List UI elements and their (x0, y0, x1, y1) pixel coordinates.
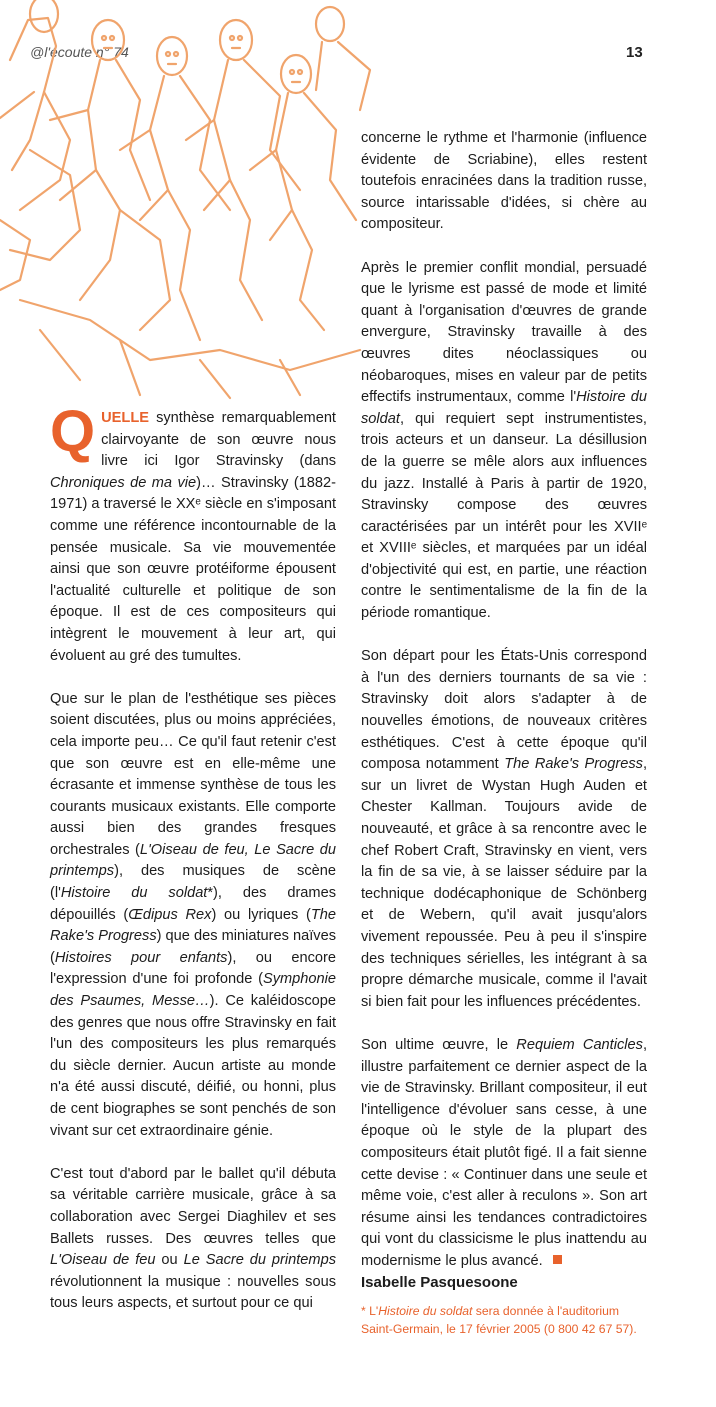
work-title: Requiem Canticles (516, 1036, 643, 1053)
work-title: L'Oiseau de feu (50, 1252, 156, 1269)
text-run: Son ultime œuvre, le (361, 1036, 517, 1053)
paragraph (50, 1164, 336, 1315)
work-title: Œdipus Rex (128, 906, 212, 923)
text-run: C'est tout d'abord par le ballet qu'il débuta sa véritable carrière musicale, grâce à sa collaboration avec Sergei Diaghilev et ses Ballets russes. Des œuvres telles que (50, 1165, 336, 1247)
work-title: Histoire du soldat (378, 1304, 473, 1319)
paragraph (361, 646, 647, 1013)
work-title: Histoire du soldat (361, 389, 647, 427)
text-run: ) que des miniatures naïves ( (50, 928, 336, 966)
page-number: 13 (626, 44, 643, 61)
text-run: , qui requiert sept instrumentistes, trois acteurs et un danseur. La désillusion de la guerre se mêle alors aux influences du jazz. Installé à Paris à partir de 1920, Stravinsky compose des œuvres caractérisées par un intérêt pour les XVIIᵉ et XVIIIᵉ siècles, et marquées par un idéal d'objectivité qui est, en partie, une réaction contre le sentimentalisme de la fin de la période romantique. (361, 410, 647, 622)
text-run: Après le premier conflit mondial, persuadé que le lyrisme est passé de mode et limité quant à l'organisation d'œuvres de grande envergure, Stravinsky travaille à des œuvres dites néoclassiques ou néobaroques, mises en valeur par de petits effectifs instrumentaux, comme l' (361, 259, 647, 406)
paragraph (361, 258, 647, 625)
publication-header: @l'écoute n° 74 (30, 44, 129, 60)
footnote (361, 1302, 647, 1338)
intro-paragraph (50, 399, 337, 667)
author-byline: Isabelle Pasquesoone (361, 1274, 518, 1292)
dancers-illustration (0, 0, 372, 400)
text-run: , illustre parfaitement ce dernier aspect de la vie de Stravinsky. Brillant compositeur, il eut l'intelligence d'évoluer sans cesse, à une époque où le style de la plupart des compositeurs était plutôt figé. Il a fait sienne cette devise : « Continuer dans une seule et même voie, c'est aller à reculons ». Son art résume ainsi les tendances contradictoires qui vont du classicisme le plus inattendu au modernisme le plus avancé. (361, 1036, 647, 1269)
text-run: , sur un livret de Wystan Hugh Auden et Chester Kallman. Toujours avide de nouveauté, et grâce à sa rencontre avec le chef Robert Craft, Stravinsky en vient, vers la fin de sa vie, à se laisser séduire par la technique dodécaphonique de Schönberg et de Webern, qu'il avait jusqu'alors vivement repoussée. Peu à peu il s'inspire des techniques sérielles, les intégrant à sa propre démarche musicale, comme il l'avait si bien fait pour les influences précédentes. (361, 756, 647, 1010)
text-run: ou (155, 1252, 184, 1269)
work-title: Le Sacre du printemps (183, 1252, 336, 1269)
text-run: sera donnée à l'auditorium Saint-Germain, le 17 février 2005 (0 800 42 67 57). (361, 1304, 637, 1337)
lead-word: UELLE (101, 410, 149, 426)
text-run: )… Stravinsky (1882-1971) a traversé le XXᵉ siècle en s'imposant comme une référence incontournable de la pensée musicale. Sa vie mouvementée ainsi que son œuvre protéiforme épousent l'actualité culturelle et politique de son époque. Il est de ces compositeurs qui intègrent le mouvement à leur art, qui évoluent au gré des tumultes. (50, 474, 337, 664)
article-left-column (50, 399, 337, 1337)
work-title: Histoire du soldat (60, 885, 208, 902)
text-run: ). Ce kaléidoscope des genres que nous offre Stravinsky en fait l'un des compositeurs les plus remarqués du siècle dernier. Aucun artiste au monde n'a été aussi discuté, déifié, ou honni, plus de cent biographes se sont penchés de son vivant sur cet extraordinaire génie. (50, 993, 337, 1139)
text-run: *), des drames dépouillés ( (50, 885, 336, 923)
text-run: synthèse remarquablement clairvoyante de son œuvre nous livre ici Igor Stravinsky (dans (101, 410, 336, 470)
text-run: Que sur le plan de l'esthétique ses pièces soient discutées, plus ou moins appréciées, cela importe peu… Ce qu'il faut retenir c'est que son œuvre est en elle-même une écrasante et immense synthèse de tous les courants musicaux existants. Elle comporte aussi bien des grandes fresques orchestrales ( (50, 690, 336, 858)
work-title: The Rake's Progress (504, 756, 643, 773)
closing-paragraph (361, 1035, 647, 1273)
end-of-article-square-icon (553, 1255, 562, 1264)
text-run: ) ou lyriques ( (211, 906, 311, 923)
text-run: Son départ pour les États-Unis correspond à l'un des derniers tournants de sa vie : Stravinsky doit alors s'adapter à de nouvelles émotions, de nouveaux critères esthétiques. C'est à cette époque qu'il composa notamment (361, 648, 647, 773)
text-run: révolutionnent la musique : nouvelles sous tous leurs aspects, et surtout pour ce qui (50, 1273, 336, 1312)
work-title: Histoires pour enfants (54, 949, 228, 966)
work-title: Symphonie des Psaumes, Messe… (50, 971, 336, 1010)
paragraph (50, 689, 336, 1142)
text-run: * L' (361, 1304, 379, 1319)
drop-cap: Q (50, 399, 96, 464)
work-title: Chroniques de ma vie (50, 474, 197, 491)
work-title: L'Oiseau de feu, Le Sacre du printemps (50, 841, 336, 880)
text-run: ), ou encore l'expression d'une foi profonde ( (50, 949, 336, 988)
text-run: ), des musiques de scène (l' (50, 863, 336, 902)
paragraph: concerne le rythme et l'harmonie (influence évidente de Scriabine), elles restent toutefois enracinées dans la tradition russe, source intarissable d'idées, si chère au compositeur. (361, 130, 647, 233)
article-right-column (361, 128, 647, 1338)
work-title: The Rake's Progress (50, 906, 336, 945)
